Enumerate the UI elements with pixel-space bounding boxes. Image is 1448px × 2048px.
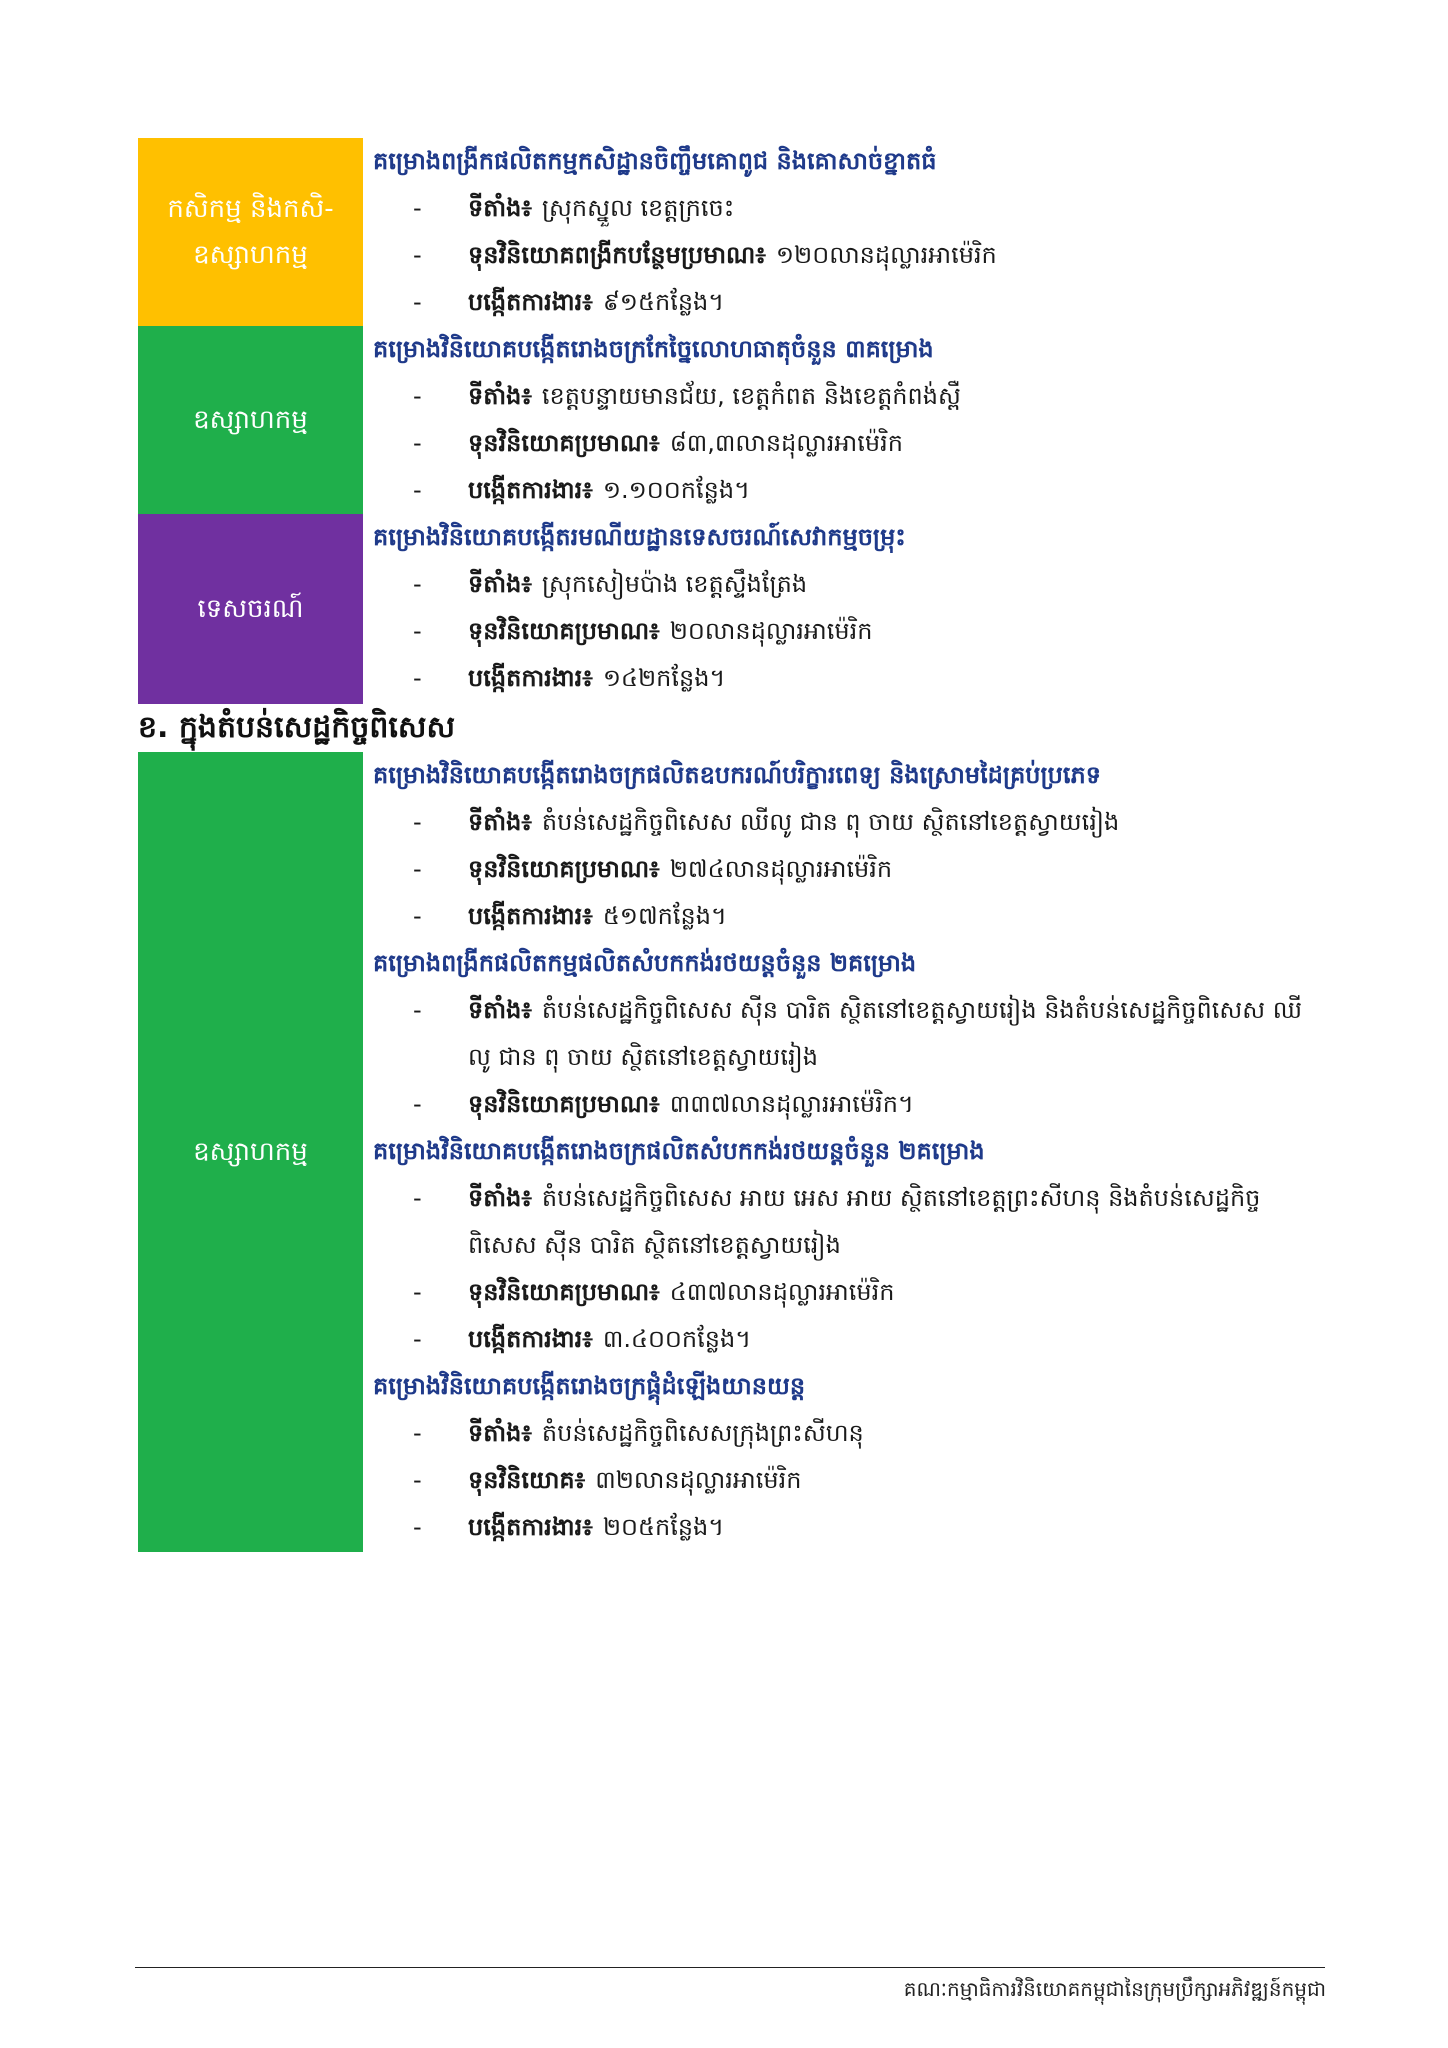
table-a [138,138,1318,704]
bullet-dash: - [413,1513,422,1541]
sector-cell-agriculture [138,138,363,326]
bullet-dash: - [413,855,422,883]
content-cell-industry [363,326,1318,514]
bullet-jobs [373,1316,1318,1363]
bullet-jobs [373,279,1318,326]
bullet-dash: - [413,382,422,410]
bullet-dash: - [413,808,422,836]
bullet-dash: - [413,194,422,222]
bullet-dash: - [413,288,422,316]
bullet-location [373,185,1318,232]
bullet-value: ១៤២កន្លែង។ [602,664,726,692]
bullet-value: ១.១០០កន្លែង។ [602,476,750,504]
content-cell-sez [363,752,1318,1552]
bullet-label: ទីតាំង៖ [468,1184,532,1212]
bullet-location [373,373,1318,420]
bullet-label: បង្កើតការងារ៖ [468,902,593,930]
bullet-value: ៣២លានដុល្លារអាម៉េរិក [595,1466,802,1494]
bullet-label: ទីតាំង៖ [468,808,532,836]
bullet-investment [373,1269,1318,1316]
sector-cell-tourism [138,514,363,704]
bullet-jobs [373,467,1318,514]
bullet-dash: - [413,664,422,692]
bullet-location [373,1175,1318,1269]
project-title: គម្រោងវិនិយោគបង្កើតរោងចក្រផលិតសំបកកង់រថយន្តចំនួន ២គម្រោង [373,1137,985,1165]
bullet-value: ខេត្តបន្ទាយមានជ័យ, ខេត្តកំពត និងខេត្តកំពង់ស្ពឺ [541,382,961,410]
table-b [138,752,1318,1552]
bullet-location [373,987,1318,1081]
bullet-value: ២០៥កន្លែង។ [602,1513,725,1541]
bullet-label: បង្កើតការងារ៖ [468,1325,593,1353]
bullet-value: តំបន់សេដ្ឋកិច្ចពិសេស អាយ អេស អាយ ស្ថិតនៅខេត្តព្រះសីហនុ និងតំបន់សេដ្ឋកិច្ចពិសេស ស៊ីន បារិត ស្ថិតនៅខេត្តស្វាយរៀង [468,1184,1261,1259]
bullet-value: ៣៣៧លានដុល្លារអាម៉េរិក។ [669,1090,914,1118]
bullet-value: ៩១៥កន្លែង។ [602,288,725,316]
bullet-label: បង្កើតការងារ៖ [468,476,593,504]
bullet-label: ទុនវិនិយោគពង្រីកបន្ថែមប្រមាណ៖ [468,241,766,269]
bullet-dash: - [413,429,422,457]
content-cell-agriculture [363,138,1318,326]
bullet-value: តំបន់សេដ្ឋកិច្ចពិសេស ស៊ីន បារិត ស្ថិតនៅខេត្តស្វាយរៀង និងតំបន់សេដ្ឋកិច្ចពិសេស ឈី លូ ជាន ពុ ចាយ ស្ថិតនៅខេត្តស្វាយរៀង [468,996,1303,1071]
bullet-dash: - [413,1419,422,1447]
bullet-dash: - [413,996,422,1024]
bullet-label: បង្កើតការងារ៖ [468,1513,593,1541]
bullet-dash: - [413,1466,422,1494]
bullet-label: ទីតាំង៖ [468,382,532,410]
bullet-investment [373,420,1318,467]
bullet-value: ស្រុកស្នួល ខេត្តក្រចេះ [541,194,735,222]
bullet-jobs [373,655,1318,702]
bullet-label: ទុនវិនិយោគប្រមាណ៖ [468,429,660,457]
project-title: គម្រោងវិនិយោគបង្កើតរោងចក្រផ្គុំដំឡើងយានយន្ត [373,1372,806,1400]
section-b-heading: ខ. ក្នុងតំបន់សេដ្ឋកិច្ចពិសេស [138,710,456,745]
bullet-investment [373,1081,1318,1128]
bullet-value: ៣.៤០០កន្លែង។ [602,1325,752,1353]
sector-label-agriculture: កសិកម្ម និងកសិ-ឧស្សាហកម្ម [167,194,334,270]
bullet-jobs [373,1504,1318,1551]
bullet-location [373,1410,1318,1457]
bullet-dash: - [413,1325,422,1353]
bullet-investment [373,608,1318,655]
project-title: គម្រោងវិនិយោគបង្កើតរមណីយដ្ឋានទេសចរណ៍សេវាកម្មចម្រុះ [373,523,906,551]
sector-label-sez-industry: ឧស្សាហកម្ម [193,1137,308,1167]
project-title: គម្រោងពង្រីកផលិតកម្មកសិដ្ឋានចិញ្ចឹមគោពូជ និងគោសាច់ខ្នាតធំ [373,147,937,175]
bullet-dash: - [413,902,422,930]
bullet-label: ទុនវិនិយោគប្រមាណ៖ [468,1278,660,1306]
bullet-dash: - [413,1090,422,1118]
sector-label-tourism: ទេសចរណ៍ [197,594,304,624]
bullet-label: ទីតាំង៖ [468,194,532,222]
content-cell-tourism [363,514,1318,704]
bullet-value: ២៧៤លានដុល្លារអាម៉េរិក [669,855,893,883]
bullet-dash: - [413,241,422,269]
bullet-label: ទុនវិនិយោគប្រមាណ៖ [468,855,660,883]
bullet-label: ទីតាំង៖ [468,1419,532,1447]
bullet-label: ទុនវិនិយោគប្រមាណ៖ [468,1090,660,1118]
bullet-dash: - [413,1184,422,1212]
bullet-value: តំបន់សេដ្ឋកិច្ចពិសេសក្រុងព្រះសីហនុ [541,1419,864,1447]
bullet-label: ទីតាំង៖ [468,570,532,598]
bullet-value: ១២០លានដុល្លារអាម៉េរិក [775,241,997,269]
bullet-dash: - [413,476,422,504]
footer-divider [135,1967,1325,1968]
bullet-label: បង្កើតការងារ៖ [468,664,593,692]
bullet-label: ទុនវិនិយោគប្រមាណ៖ [468,617,660,645]
sector-label-industry: ឧស្សាហកម្ម [193,405,308,435]
footer-text: គណៈកម្មាធិការវិនិយោគកម្ពុជានៃក្រុមប្រឹក្សាអភិវឌ្ឍន៍កម្ពុជា [903,1977,1326,2001]
bullet-label: ទីតាំង៖ [468,996,532,1024]
sector-cell-industry [138,326,363,514]
bullet-investment [373,846,1318,893]
bullet-jobs [373,893,1318,940]
bullet-dash: - [413,617,422,645]
bullet-value: ៥១៧កន្លែង។ [602,902,727,930]
project-title: គម្រោងពង្រីកផលិតកម្មផលិតសំបកកង់រថយន្តចំនួន ២គម្រោង [373,949,917,977]
bullet-location [373,561,1318,608]
bullet-value: ២០លានដុល្លារអាម៉េរិក [669,617,873,645]
bullet-dash: - [413,570,422,598]
sector-cell-sez-industry [138,752,363,1552]
bullet-investment [373,232,1318,279]
bullet-value: ស្រុកសៀមប៉ាង ខេត្តស្ទឹងត្រែង [541,570,808,598]
bullet-investment [373,1457,1318,1504]
bullet-label: បង្កើតការងារ៖ [468,288,593,316]
project-title: គម្រោងវិនិយោគបង្កើតរោងចក្រផលិតឧបករណ៍បរិក្ខារពេទ្យ និងស្រោមដៃគ្រប់ប្រភេទ [373,761,1102,789]
bullet-dash: - [413,1278,422,1306]
bullet-value: ៤៣៧លានដុល្លារអាម៉េរិក [669,1278,895,1306]
bullet-label: ទុនវិនិយោគ៖ [468,1466,586,1494]
bullet-value: ៨៣,៣លានដុល្លារអាម៉េរិក [669,429,903,457]
project-title: គម្រោងវិនិយោគបង្កើតរោងចក្រកែច្នៃលោហធាតុចំនួន ៣គម្រោង [373,335,934,363]
bullet-value: តំបន់សេដ្ឋកិច្ចពិសេស ឈីលូ ជាន ពុ ចាយ ស្ថិតនៅខេត្តស្វាយរៀង [541,808,1120,836]
bullet-location [373,799,1318,846]
